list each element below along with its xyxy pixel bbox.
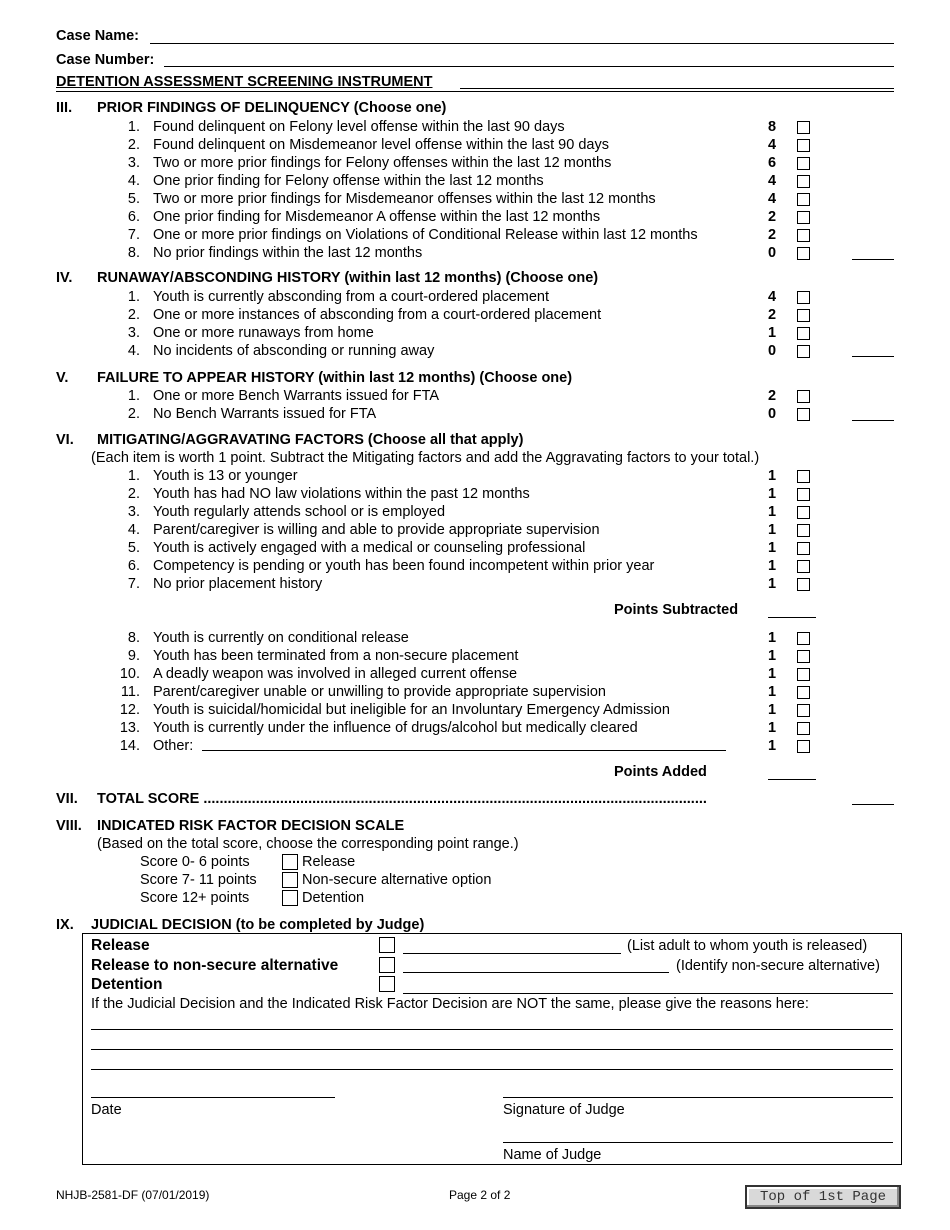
item-checkbox[interactable] (797, 390, 810, 403)
judge-name-field[interactable] (503, 1142, 893, 1143)
nonsecure-alternative-field[interactable] (403, 972, 669, 973)
section-title: INDICATED RISK FACTOR DECISION SCALE (97, 818, 405, 834)
item-number: 1. (127, 289, 140, 305)
item-checkbox[interactable] (797, 408, 810, 421)
risk-option-checkbox[interactable] (282, 890, 298, 906)
section-roman: VII. (56, 791, 78, 807)
item-text: Parent/caregiver unable or unwilling to provide appropriate supervision (153, 684, 606, 700)
top-of-first-page-button[interactable]: Top of 1st Page (745, 1185, 901, 1209)
item-checkbox[interactable] (797, 524, 810, 537)
section-title: FAILURE TO APPEAR HISTORY (within last 12 months) (Choose one) (97, 370, 573, 386)
risk-range: Score 0- 6 points (140, 854, 250, 870)
page-number: Page 2 of 2 (449, 1188, 511, 1202)
item-text: Youth is currently absconding from a court-ordered placement (153, 289, 550, 305)
item-points: 1 (767, 486, 777, 502)
item-points: 1 (767, 325, 777, 341)
item-number: 13. (119, 720, 140, 736)
item-number: 3. (127, 504, 140, 520)
item-points: 4 (767, 289, 777, 305)
item-checkbox[interactable] (797, 121, 810, 134)
item-number: 5. (127, 540, 140, 556)
item-points: 2 (767, 209, 777, 225)
item-checkbox[interactable] (797, 704, 810, 717)
total-score-field[interactable] (852, 804, 894, 805)
signature-field[interactable] (503, 1097, 893, 1098)
item-checkbox[interactable] (797, 668, 810, 681)
section-roman: III. (56, 100, 73, 116)
item-points: 0 (767, 406, 777, 422)
item-number: 12. (119, 702, 140, 718)
item-text: Other: (153, 738, 194, 754)
item-checkbox[interactable] (797, 193, 810, 206)
item-text: One prior finding for Misdemeanor A offense within the last 12 months (153, 209, 601, 225)
item-number: 1. (127, 468, 140, 484)
item-points: 1 (767, 504, 777, 520)
release-hint: (List adult to whom youth is released) (627, 938, 868, 954)
detention-rule (403, 993, 893, 994)
item-number: 8. (127, 245, 140, 261)
item-text: Youth is suicidal/homicidal but ineligible for an Involuntary Emergency Admission (153, 702, 670, 718)
item-text: No Bench Warrants issued for FTA (153, 406, 377, 422)
item-number: 11. (120, 684, 140, 700)
date-field[interactable] (91, 1097, 335, 1098)
detention-checkbox[interactable] (379, 976, 395, 992)
item-text: No incidents of absconding or running away (153, 343, 435, 359)
judge-name-label: Name of Judge (503, 1147, 602, 1163)
item-checkbox[interactable] (797, 722, 810, 735)
item-points: 1 (767, 468, 777, 484)
section-title: MITIGATING/AGGRAVATING FACTORS (Choose all that apply) (97, 432, 524, 448)
detention-label: Detention (91, 976, 163, 993)
item-number: 1. (127, 388, 140, 404)
item-checkbox[interactable] (797, 488, 810, 501)
item-text: One or more prior findings on Violations of Conditional Release within last 12 months (153, 227, 698, 243)
nonsecure-hint: (Identify non-secure alternative) (676, 958, 880, 974)
item-number: 2. (127, 406, 140, 422)
item-points: 6 (767, 155, 777, 171)
item-number: 5. (127, 191, 140, 207)
item-points: 1 (767, 666, 777, 682)
form-id: NHJB-2581-DF (07/01/2019) (56, 1188, 210, 1202)
item-number: 2. (127, 486, 140, 502)
item-text: One prior finding for Felony offense within the last 12 months (153, 173, 544, 189)
item-number: 3. (127, 325, 140, 341)
item-text: Youth is currently on conditional release (153, 630, 409, 646)
item-checkbox[interactable] (797, 632, 810, 645)
item-checkbox[interactable] (797, 139, 810, 152)
case-name-field[interactable] (150, 43, 894, 44)
form-title: DETENTION ASSESSMENT SCREENING INSTRUMENT (56, 74, 433, 90)
item-text: Youth regularly attends school or is employed (153, 504, 446, 520)
item-checkbox[interactable] (797, 740, 810, 753)
risk-option-label: Release (302, 854, 356, 870)
item-points: 4 (767, 173, 777, 189)
item-checkbox[interactable] (797, 686, 810, 699)
release-adult-field[interactable] (403, 953, 621, 954)
section-roman: V. (56, 370, 69, 386)
item-points: 2 (767, 388, 777, 404)
item-number: 4. (127, 522, 140, 538)
risk-option-checkbox[interactable] (282, 872, 298, 888)
item-number: 2. (127, 137, 140, 153)
title-rule-double (56, 91, 894, 92)
section-score-field[interactable] (852, 259, 894, 260)
item-points: 1 (767, 702, 777, 718)
points-added-label: Points Added (614, 764, 707, 780)
signature-label: Signature of Judge (503, 1102, 625, 1118)
reasons-line-2[interactable] (91, 1049, 893, 1050)
risk-option-checkbox[interactable] (282, 854, 298, 870)
item-number: 7. (127, 576, 140, 592)
item-text: No prior findings within the last 12 months (153, 245, 423, 261)
risk-option-label: Detention (302, 890, 365, 906)
risk-range: Score 12+ points (140, 890, 250, 906)
item-checkbox[interactable] (797, 578, 810, 591)
section-roman: IV. (56, 270, 73, 286)
section-note: (Based on the total score, choose the corresponding point range.) (97, 836, 519, 852)
item-points: 4 (767, 191, 777, 207)
section-roman: VI. (56, 432, 74, 448)
item-points: 0 (767, 343, 777, 359)
item-checkbox[interactable] (797, 560, 810, 573)
item-points: 1 (767, 648, 777, 664)
item-text: Youth is actively engaged with a medical or counseling professional (153, 540, 586, 556)
reasons-line-3[interactable] (91, 1069, 893, 1070)
item-text: Youth is currently under the influence of drugs/alcohol but medically cleared (153, 720, 638, 736)
item-checkbox[interactable] (797, 211, 810, 224)
risk-option-label: Non-secure alternative option (302, 872, 492, 888)
item-number: 9. (127, 648, 140, 664)
section-score-field[interactable] (852, 356, 894, 357)
points-subtracted-label: Points Subtracted (614, 602, 739, 618)
points-subtracted-field[interactable] (768, 617, 816, 618)
item-points: 4 (767, 137, 777, 153)
date-label: Date (91, 1102, 122, 1118)
section-title: JUDICIAL DECISION (to be completed by Judge) (91, 917, 425, 933)
case-number-field[interactable] (164, 66, 894, 67)
other-field[interactable] (202, 750, 726, 751)
item-points: 2 (767, 307, 777, 323)
release-label: Release (91, 937, 150, 954)
item-points: 2 (767, 227, 777, 243)
item-text: A deadly weapon was involved in alleged current offense (153, 666, 518, 682)
reasons-prompt: If the Judicial Decision and the Indicated Risk Factor Decision are NOT the same, please give the reasons here: (91, 996, 809, 1012)
item-checkbox[interactable] (797, 650, 810, 663)
item-checkbox[interactable] (797, 327, 810, 340)
case-name-label: Case Name: (56, 28, 140, 44)
section-title: PRIOR FINDINGS OF DELINQUENCY (Choose one) (97, 100, 447, 116)
item-number: 6. (127, 558, 140, 574)
item-number: 4. (127, 343, 140, 359)
item-text: One or more instances of absconding from a court-ordered placement (153, 307, 602, 323)
item-points: 1 (767, 720, 777, 736)
item-text: Youth is 13 or younger (153, 468, 298, 484)
release-checkbox[interactable] (379, 937, 395, 953)
item-number: 3. (127, 155, 140, 171)
item-text: Found delinquent on Misdemeanor level offense within the last 90 days (153, 137, 609, 153)
item-points: 1 (767, 522, 777, 538)
item-checkbox[interactable] (797, 157, 810, 170)
item-checkbox[interactable] (797, 229, 810, 242)
item-points: 1 (767, 684, 777, 700)
item-checkbox[interactable] (797, 470, 810, 483)
item-text: Found delinquent on Felony level offense within the last 90 days (153, 119, 565, 135)
item-checkbox[interactable] (797, 247, 810, 260)
item-number: 6. (127, 209, 140, 225)
item-points: 1 (767, 540, 777, 556)
item-text: No prior placement history (153, 576, 323, 592)
item-checkbox[interactable] (797, 542, 810, 555)
nonsecure-label: Release to non-secure alternative (91, 957, 339, 974)
item-number: 2. (127, 307, 140, 323)
section-note: (Each item is worth 1 point. Subtract the Mitigating factors and add the Aggravating factors to your total.) (91, 450, 760, 466)
item-points: 8 (767, 119, 777, 135)
item-text: Parent/caregiver is willing and able to provide appropriate supervision (153, 522, 600, 538)
item-checkbox[interactable] (797, 291, 810, 304)
item-number: 4. (127, 173, 140, 189)
risk-range: Score 7- 11 points (140, 872, 257, 888)
nonsecure-checkbox[interactable] (379, 957, 395, 973)
item-checkbox[interactable] (797, 309, 810, 322)
item-text: Youth has been terminated from a non-secure placement (153, 648, 519, 664)
item-points: 1 (767, 558, 777, 574)
item-checkbox[interactable] (797, 345, 810, 358)
reasons-line-1[interactable] (91, 1029, 893, 1030)
item-points: 1 (767, 576, 777, 592)
item-points: 1 (767, 738, 777, 754)
item-number: 10. (119, 666, 140, 682)
item-text: Two or more prior findings for Misdemeanor offenses within the last 12 months (153, 191, 656, 207)
section-title: RUNAWAY/ABSCONDING HISTORY (within last 12 months) (Choose one) (97, 270, 599, 286)
points-added-field[interactable] (768, 779, 816, 780)
item-text: Two or more prior findings for Felony offenses within the last 12 months (153, 155, 612, 171)
item-points: 0 (767, 245, 777, 261)
item-text: Competency is pending or youth has been found incompetent within prior year (153, 558, 655, 574)
item-number: 14. (119, 738, 140, 754)
item-points: 1 (767, 630, 777, 646)
item-text: Youth has had NO law violations within the past 12 months (153, 486, 530, 502)
total-score-label: TOTAL SCORE ............................................................................................................................. (97, 791, 707, 807)
item-checkbox[interactable] (797, 175, 810, 188)
item-number: 7. (127, 227, 140, 243)
item-number: 1. (127, 119, 140, 135)
section-roman: VIII. (56, 818, 82, 834)
section-roman: IX. (56, 917, 74, 933)
item-checkbox[interactable] (797, 506, 810, 519)
item-text: One or more Bench Warrants issued for FTA (153, 388, 440, 404)
item-number: 8. (127, 630, 140, 646)
case-number-label: Case Number: (56, 52, 155, 68)
item-text: One or more runaways from home (153, 325, 374, 341)
title-rule (460, 88, 894, 89)
section-score-field[interactable] (852, 420, 894, 421)
